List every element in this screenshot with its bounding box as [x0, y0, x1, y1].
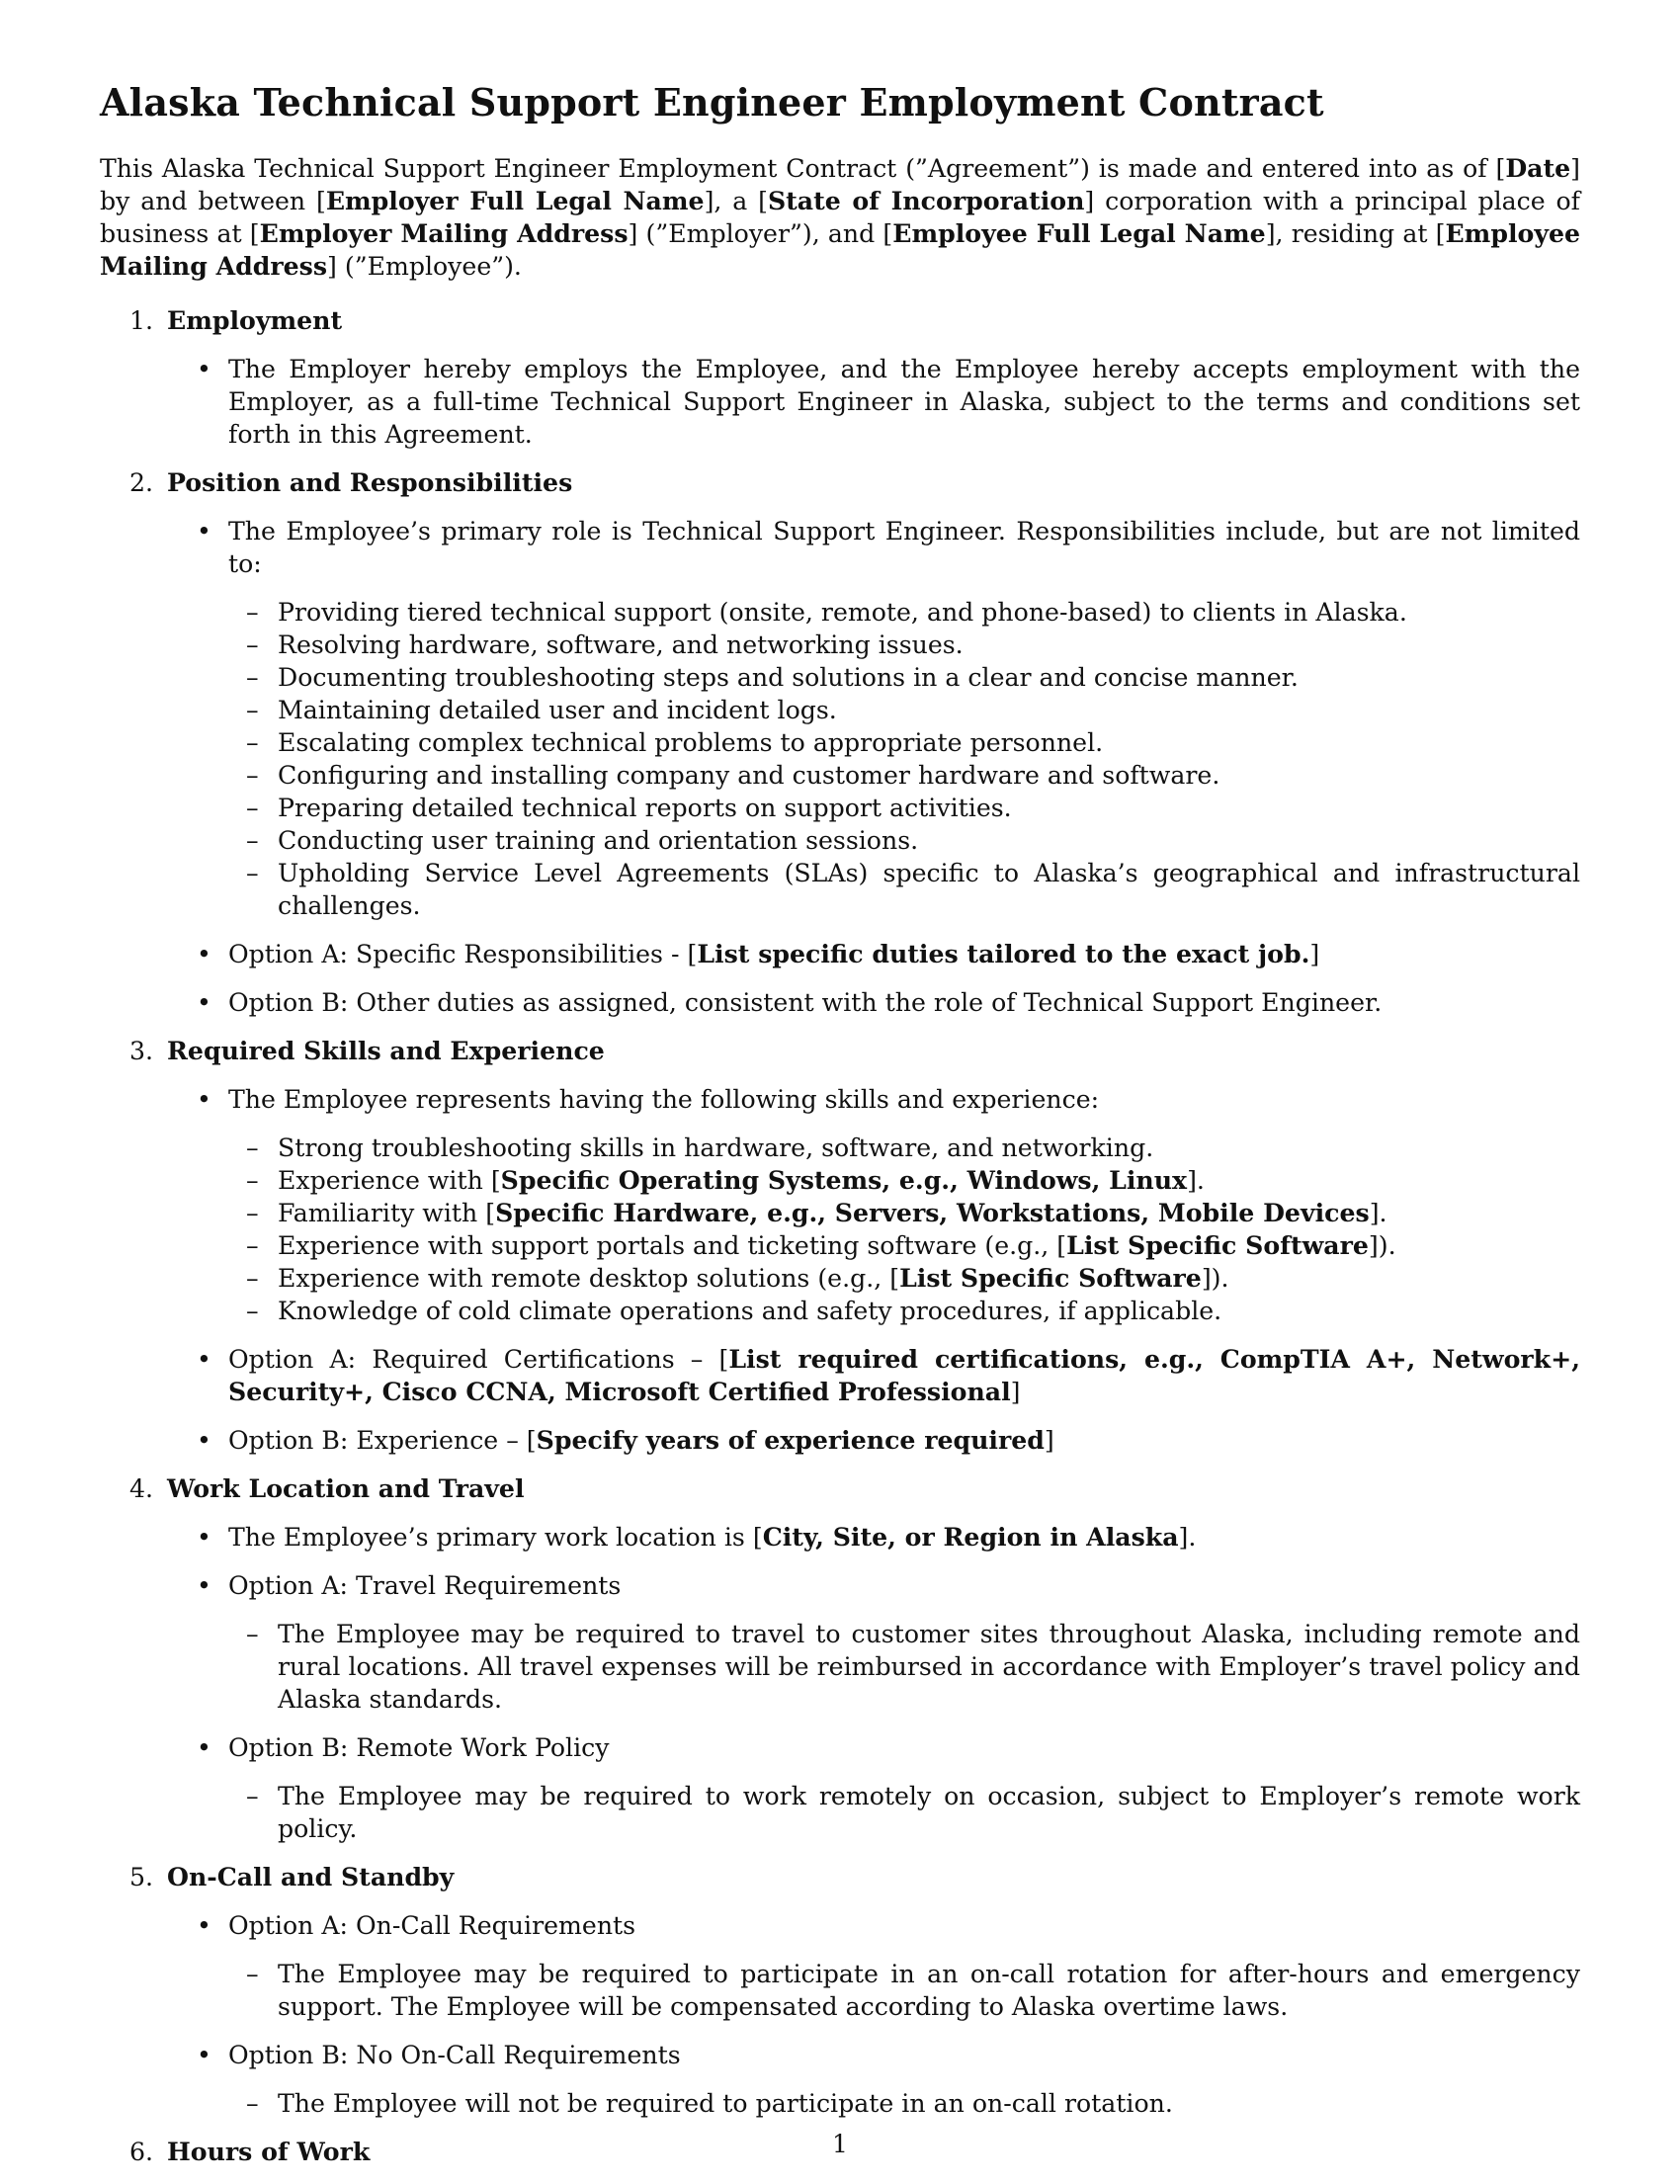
- bullet-list: [167, 515, 1580, 1019]
- section-heading: Employment: [167, 305, 343, 335]
- employer-address-placeholder: Employer Mailing Address: [259, 218, 629, 248]
- dash-list: [228, 2087, 1580, 2120]
- dash-item: [228, 1958, 1580, 2023]
- bullet-text: Option B: Remote Work Policy: [228, 1733, 610, 1762]
- section-number: 1.: [129, 306, 154, 335]
- dash-item: [228, 759, 1580, 792]
- intro-text: ] corporation with a principal place of business at [: [100, 187, 1581, 248]
- bullet-icon: •: [197, 1733, 211, 1762]
- section-position: [100, 466, 1580, 1019]
- bullet-icon: •: [197, 1571, 211, 1600]
- dash-text: Maintaining detailed user and incident logs.: [278, 696, 837, 724]
- bullet-text: Option A: On-Call Requirements: [228, 1911, 636, 1940]
- dash-text: The Employee may be required to travel to customer sites throughout Alaska, including remote and rural locations. All travel expenses will be reimbursed in accordance with Employer’s travel policy and Alaska standards.: [278, 1620, 1580, 1714]
- dash-item: [228, 1262, 1580, 1295]
- dash-text: Configuring and installing company and customer hardware and software.: [278, 761, 1220, 790]
- dash-list: [228, 1780, 1580, 1845]
- intro-paragraph: [100, 152, 1580, 283]
- dash-text: ]).: [1201, 1264, 1229, 1293]
- bullet-text: ].: [1178, 1523, 1197, 1552]
- dash-text: Providing tiered technical support (onsite, remote, and phone-based) to clients in Alaska.: [278, 598, 1407, 627]
- bullet-icon: •: [197, 1523, 211, 1552]
- bullet-item: [167, 938, 1580, 970]
- dash-list: [228, 1132, 1580, 1327]
- bullet-icon: •: [197, 517, 211, 546]
- dash-text: Strong troubleshooting skills in hardware, software, and networking.: [278, 1134, 1154, 1162]
- bullet-icon: •: [197, 355, 211, 383]
- section-heading: Hours of Work: [167, 2137, 371, 2166]
- dash-item: [228, 661, 1580, 694]
- dash-icon: –: [246, 1264, 259, 1293]
- section-heading: Position and Responsibilities: [167, 467, 573, 497]
- bullet-icon: •: [197, 940, 211, 968]
- dash-text: Experience with remote desktop solutions (e.g., [: [278, 1264, 900, 1293]
- section-employment: [100, 304, 1580, 451]
- dash-text: Preparing detailed technical reports on support activities.: [278, 794, 1012, 822]
- dash-item: [228, 629, 1580, 661]
- dash-icon: –: [246, 663, 259, 692]
- section-number: 6.: [129, 2138, 154, 2166]
- dash-item: [228, 792, 1580, 824]
- bullet-text: ]: [1010, 1378, 1021, 1406]
- bullet-text: Option B: Other duties as assigned, consistent with the role of Technical Support Engineer.: [228, 988, 1383, 1017]
- bullet-text: ]: [1044, 1426, 1054, 1455]
- bullet-list: [167, 1521, 1580, 1845]
- bullet-text: The Employee represents having the following skills and experience:: [228, 1085, 1100, 1114]
- dash-item: [228, 1780, 1580, 1845]
- section-number: 3.: [129, 1037, 154, 1065]
- bullet-text: The Employer hereby employs the Employee, and the Employee hereby accepts employment with the Employer, as a full-time Technical Support Engineer in Alaska, subject to the terms and conditions set forth in this Agreement.: [228, 355, 1580, 449]
- dash-item: [228, 1132, 1580, 1164]
- bullet-item: [167, 1521, 1580, 1554]
- bullet-icon: •: [197, 2041, 211, 2069]
- bullet-icon: •: [197, 1911, 211, 1940]
- dash-icon: –: [246, 598, 259, 627]
- bullet-item: [167, 1343, 1580, 1408]
- location-placeholder: City, Site, or Region in Alaska: [762, 1522, 1179, 1552]
- experience-placeholder: Specify years of experience required: [536, 1425, 1045, 1455]
- section-on-call: [100, 1861, 1580, 2120]
- bullet-text: The Employee’s primary work location is [: [228, 1523, 763, 1552]
- bullet-text: Option B: No On-Call Requirements: [228, 2041, 681, 2069]
- dash-text: Resolving hardware, software, and networking issues.: [278, 630, 964, 659]
- dash-icon: –: [246, 1231, 259, 1260]
- document-page: [100, 81, 1580, 2184]
- dash-text: ].: [1187, 1166, 1205, 1195]
- dash-text: Conducting user training and orientation sessions.: [278, 826, 919, 855]
- employer-name-placeholder: Employer Full Legal Name: [325, 186, 705, 215]
- bullet-item: [167, 353, 1580, 451]
- dash-item: [228, 1295, 1580, 1327]
- intro-text: ], residing at [: [1265, 219, 1446, 248]
- bullet-item: [167, 1424, 1580, 1457]
- dash-icon: –: [246, 859, 259, 887]
- dash-icon: –: [246, 1782, 259, 1810]
- bullet-icon: •: [197, 988, 211, 1017]
- dash-item: [228, 824, 1580, 857]
- date-placeholder: Date: [1505, 153, 1571, 183]
- section-heading: Work Location and Travel: [167, 1473, 525, 1503]
- software-placeholder: List Specific Software: [899, 1263, 1202, 1293]
- intro-text: ] (”Employee”).: [327, 252, 522, 281]
- bullet-text: ]: [1309, 940, 1320, 968]
- dash-item: [228, 596, 1580, 629]
- dash-icon: –: [246, 2089, 259, 2118]
- dash-text: The Employee will not be required to participate in an on-call rotation.: [278, 2089, 1173, 2118]
- dash-icon: –: [246, 826, 259, 855]
- certifications-placeholder: List required certifications, e.g., CompTIA A+, Network+, Security+, Cisco CCNA, Microsoft Certified Professional: [228, 1344, 1580, 1406]
- dash-icon: –: [246, 1297, 259, 1325]
- bullet-item: [167, 515, 1580, 922]
- dash-item: [228, 1197, 1580, 1229]
- bullet-item: [167, 2039, 1580, 2120]
- dash-text: ]).: [1368, 1231, 1396, 1260]
- dash-icon: –: [246, 1166, 259, 1195]
- employee-name-placeholder: Employee Full Legal Name: [892, 218, 1266, 248]
- dash-icon: –: [246, 1620, 259, 1648]
- bullet-item: [167, 1909, 1580, 2023]
- section-skills: [100, 1035, 1580, 1457]
- dash-list: [228, 596, 1580, 922]
- dash-text: Knowledge of cold climate operations and safety procedures, if applicable.: [278, 1297, 1222, 1325]
- section-number: 4.: [129, 1474, 154, 1503]
- dash-icon: –: [246, 761, 259, 790]
- dash-list: [228, 1618, 1580, 1716]
- dash-list: [228, 1958, 1580, 2023]
- dash-text: Experience with support portals and ticketing software (e.g., [: [278, 1231, 1067, 1260]
- bullet-icon: •: [197, 1085, 211, 1114]
- bullet-text: The Employee’s primary role is Technical Support Engineer. Responsibilities include, but are not limited to:: [228, 517, 1580, 578]
- dash-item: [228, 694, 1580, 726]
- dash-text: ].: [1369, 1199, 1387, 1227]
- dash-icon: –: [246, 1199, 259, 1227]
- dash-icon: –: [246, 696, 259, 724]
- dash-item: [228, 1618, 1580, 1716]
- bullet-list: [167, 1083, 1580, 1457]
- dash-text: Familiarity with [: [278, 1199, 496, 1227]
- dash-text: Escalating complex technical problems to appropriate personnel.: [278, 728, 1104, 757]
- employee-address-placeholder: Employee Mailing Address: [100, 218, 1580, 281]
- dash-item: [228, 857, 1580, 922]
- section-number: 2.: [129, 468, 154, 497]
- document-title: Alaska Technical Support Engineer Employment Contract: [100, 80, 1324, 125]
- bullet-text: Option A: Specific Responsibilities - [: [228, 940, 698, 968]
- os-placeholder: Specific Operating Systems, e.g., Windows, Linux: [500, 1165, 1188, 1195]
- section-location: [100, 1472, 1580, 1845]
- dash-icon: –: [246, 728, 259, 757]
- bullet-icon: •: [197, 1345, 211, 1374]
- bullet-item: [167, 1083, 1580, 1327]
- dash-item: [228, 1229, 1580, 1262]
- dash-text: The Employee may be required to work remotely on occasion, subject to Employer’s remote work policy.: [278, 1782, 1580, 1843]
- bullet-item: [167, 986, 1580, 1019]
- dash-icon: –: [246, 794, 259, 822]
- state-placeholder: State of Incorporation: [767, 186, 1085, 215]
- bullet-text: Option A: Required Certifications – [: [228, 1345, 729, 1374]
- section-heading: Required Skills and Experience: [167, 1036, 605, 1065]
- intro-text: ], a [: [704, 187, 768, 215]
- section-heading: On-Call and Standby: [167, 1862, 455, 1891]
- bullet-text: Option A: Travel Requirements: [228, 1571, 622, 1600]
- bullet-text: Option B: Experience – [: [228, 1426, 537, 1455]
- section-number: 5.: [129, 1863, 154, 1891]
- intro-text: ] (”Employer”), and [: [628, 219, 893, 248]
- dash-icon: –: [246, 1960, 259, 1988]
- dash-text: Experience with [: [278, 1166, 501, 1195]
- dash-item: [228, 1164, 1580, 1197]
- dash-text: Upholding Service Level Agreements (SLAs) specific to Alaska’s geographical and infrastructural challenges.: [278, 859, 1580, 920]
- bullet-item: [167, 1731, 1580, 1845]
- hardware-placeholder: Specific Hardware, e.g., Servers, Workstations, Mobile Devices: [495, 1198, 1370, 1227]
- dash-text: Documenting troubleshooting steps and solutions in a clear and concise manner.: [278, 663, 1299, 692]
- bullet-list: [167, 353, 1580, 451]
- bullet-item: [167, 1569, 1580, 1716]
- page-number: 1: [832, 2130, 848, 2158]
- dash-icon: –: [246, 630, 259, 659]
- software-placeholder: List Specific Software: [1066, 1230, 1369, 1260]
- intro-text: This Alaska Technical Support Engineer Employment Contract (”Agreement”) is made and entered into as of [: [100, 154, 1506, 183]
- dash-icon: –: [246, 1134, 259, 1162]
- dash-item: [228, 726, 1580, 759]
- dash-text: The Employee may be required to participate in an on-call rotation for after-hours and emergency support. The Employee will be compensated according to Alaska overtime laws.: [278, 1960, 1580, 2021]
- bullet-list: [167, 1909, 1580, 2120]
- duties-placeholder: List specific duties tailored to the exact job.: [697, 939, 1310, 968]
- section-list: [100, 304, 1580, 2168]
- intro-text: ] by and between [: [100, 154, 1580, 215]
- bullet-icon: •: [197, 1426, 211, 1455]
- dash-item: [228, 2087, 1580, 2120]
